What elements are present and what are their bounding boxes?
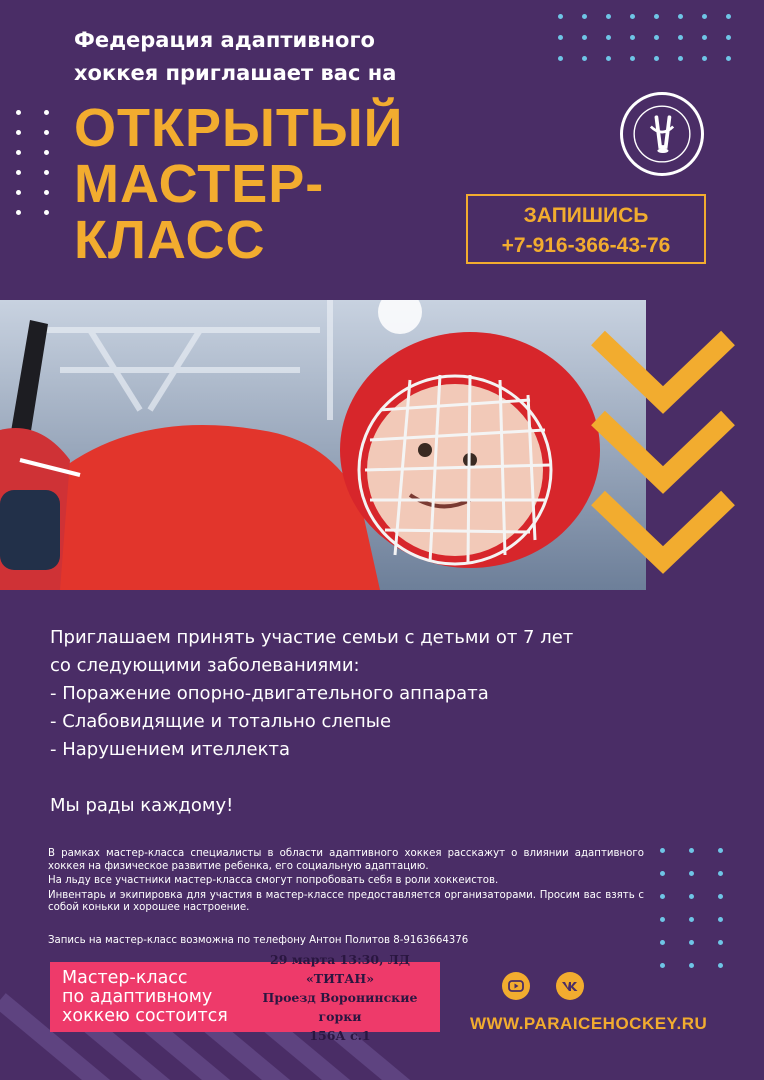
event-address-2: 156А с.1: [309, 1027, 371, 1043]
condition-item: - Слабовидящие и тотально слепые: [50, 711, 392, 732]
decorative-dot: [702, 14, 707, 19]
decorative-dot: [702, 56, 707, 61]
decorative-dot: [654, 35, 659, 40]
youtube-icon[interactable]: [502, 972, 530, 1000]
hero-photo: [0, 300, 646, 590]
decorative-chevrons: [588, 330, 738, 590]
decorative-dot: [660, 940, 665, 945]
website-link[interactable]: WWW.PARAICEHOCKEY.RU: [470, 1014, 708, 1033]
event-left-line-2: по адаптивному: [62, 986, 213, 1007]
decorative-dot: [660, 848, 665, 853]
decorative-dot: [44, 130, 49, 135]
decorative-dot: [702, 35, 707, 40]
decorative-dot: [16, 150, 21, 155]
child-hockey-player-photo-icon: [0, 300, 646, 590]
decorative-dot: [718, 848, 723, 853]
invitation-text: [50, 624, 650, 764]
event-box: [50, 951, 440, 1043]
event-left-line-3: хоккею состоится: [62, 1005, 228, 1026]
decorative-dot: [606, 56, 611, 61]
decorative-dot: [630, 35, 635, 40]
decorative-dot: [16, 190, 21, 195]
signup-phone[interactable]: +7-916-366-43-76: [501, 234, 671, 257]
decorative-dot: [44, 150, 49, 155]
federation-logo: [620, 92, 704, 176]
decorative-dot: [726, 35, 731, 40]
decorative-dot: [630, 14, 635, 19]
invitation-line-1: Приглашаем принять участие семьи с детьми от 7 лет: [50, 627, 574, 648]
decorative-dot: [44, 210, 49, 215]
decorative-dot: [689, 871, 694, 876]
headline-line-3: КЛАСС: [74, 210, 266, 270]
decorative-dot: [660, 894, 665, 899]
intro-line-2: хоккея приглашает вас на: [74, 61, 397, 85]
decorative-dot: [44, 170, 49, 175]
decorative-dots-bottom-right: [660, 848, 723, 968]
decorative-dot: [44, 110, 49, 115]
decorative-dot: [660, 917, 665, 922]
decorative-dot: [726, 14, 731, 19]
decorative-dot: [678, 56, 683, 61]
details-paragraph-3: Инвентарь и экипировка для участия в мастер-классе предоставляется организаторами. Просим вас взять с собой коньки и хорошее настроение.: [48, 889, 644, 913]
decorative-dot: [630, 56, 635, 61]
decorative-dot: [689, 963, 694, 968]
decorative-dot: [16, 210, 21, 215]
decorative-dot: [654, 14, 659, 19]
decorative-dot: [660, 871, 665, 876]
event-left-line-1: Мастер-класс: [62, 967, 188, 988]
event-details: [240, 950, 440, 1045]
decorative-dot: [582, 35, 587, 40]
intro-text: [74, 24, 494, 90]
decorative-dot: [678, 14, 683, 19]
decorative-dot: [16, 170, 21, 175]
hockey-federation-logo-icon: [623, 95, 701, 173]
event-announcement: [50, 969, 240, 1026]
welcome-text: Мы рады каждому!: [50, 795, 234, 816]
decorative-dot: [678, 35, 683, 40]
signup-box: [466, 194, 706, 264]
decorative-dot: [718, 894, 723, 899]
condition-item: - Поражение опорно-двигательного аппарата: [50, 683, 489, 704]
headline-line-1: ОТКРЫТЫЙ: [74, 98, 404, 158]
decorative-dot: [718, 963, 723, 968]
event-address-1: Проезд Воронинские горки: [262, 989, 418, 1024]
headline: [74, 100, 494, 268]
decorative-dot: [16, 110, 21, 115]
decorative-dot: [689, 917, 694, 922]
decorative-dot: [558, 14, 563, 19]
decorative-dot: [654, 56, 659, 61]
condition-item: - Нарушением ителлекта: [50, 739, 290, 760]
decorative-dot: [558, 35, 563, 40]
decorative-dots-top-right: [558, 14, 731, 61]
decorative-dot: [718, 940, 723, 945]
decorative-dots-left: [16, 110, 49, 215]
contact-line: Запись на мастер-класс возможна по телефону Антон Политов 8-9163664376: [48, 935, 469, 946]
decorative-dot: [689, 894, 694, 899]
details-text: [48, 848, 644, 917]
decorative-dot: [606, 35, 611, 40]
decorative-dot: [582, 56, 587, 61]
decorative-dot: [689, 940, 694, 945]
decorative-dot: [718, 917, 723, 922]
invitation-line-2: со следующими заболеваниями:: [50, 655, 360, 676]
decorative-dot: [689, 848, 694, 853]
event-date-venue: 29 марта 13:30, ЛД «ТИТАН»: [270, 951, 410, 986]
signup-label: ЗАПИШИСЬ: [523, 204, 649, 227]
decorative-dot: [16, 130, 21, 135]
intro-line-1: Федерация адаптивного: [74, 28, 375, 52]
decorative-dot: [726, 56, 731, 61]
details-paragraph-2: На льду все участники мастер-класса смогут попробовать себя в роли хоккеистов.: [48, 875, 499, 886]
vk-icon[interactable]: [556, 972, 584, 1000]
decorative-dot: [558, 56, 563, 61]
decorative-dot: [44, 190, 49, 195]
headline-line-2: МАСТЕР-: [74, 154, 325, 214]
details-paragraph-1: В рамках мастер-класса специалисты в области адаптивного хоккея расскажут о влиянии адаптивного хоккея на физическое развитие ребенка, его социальную адаптацию.: [48, 848, 644, 872]
decorative-dot: [582, 14, 587, 19]
decorative-dot: [606, 14, 611, 19]
decorative-dot: [718, 871, 723, 876]
decorative-dot: [660, 963, 665, 968]
